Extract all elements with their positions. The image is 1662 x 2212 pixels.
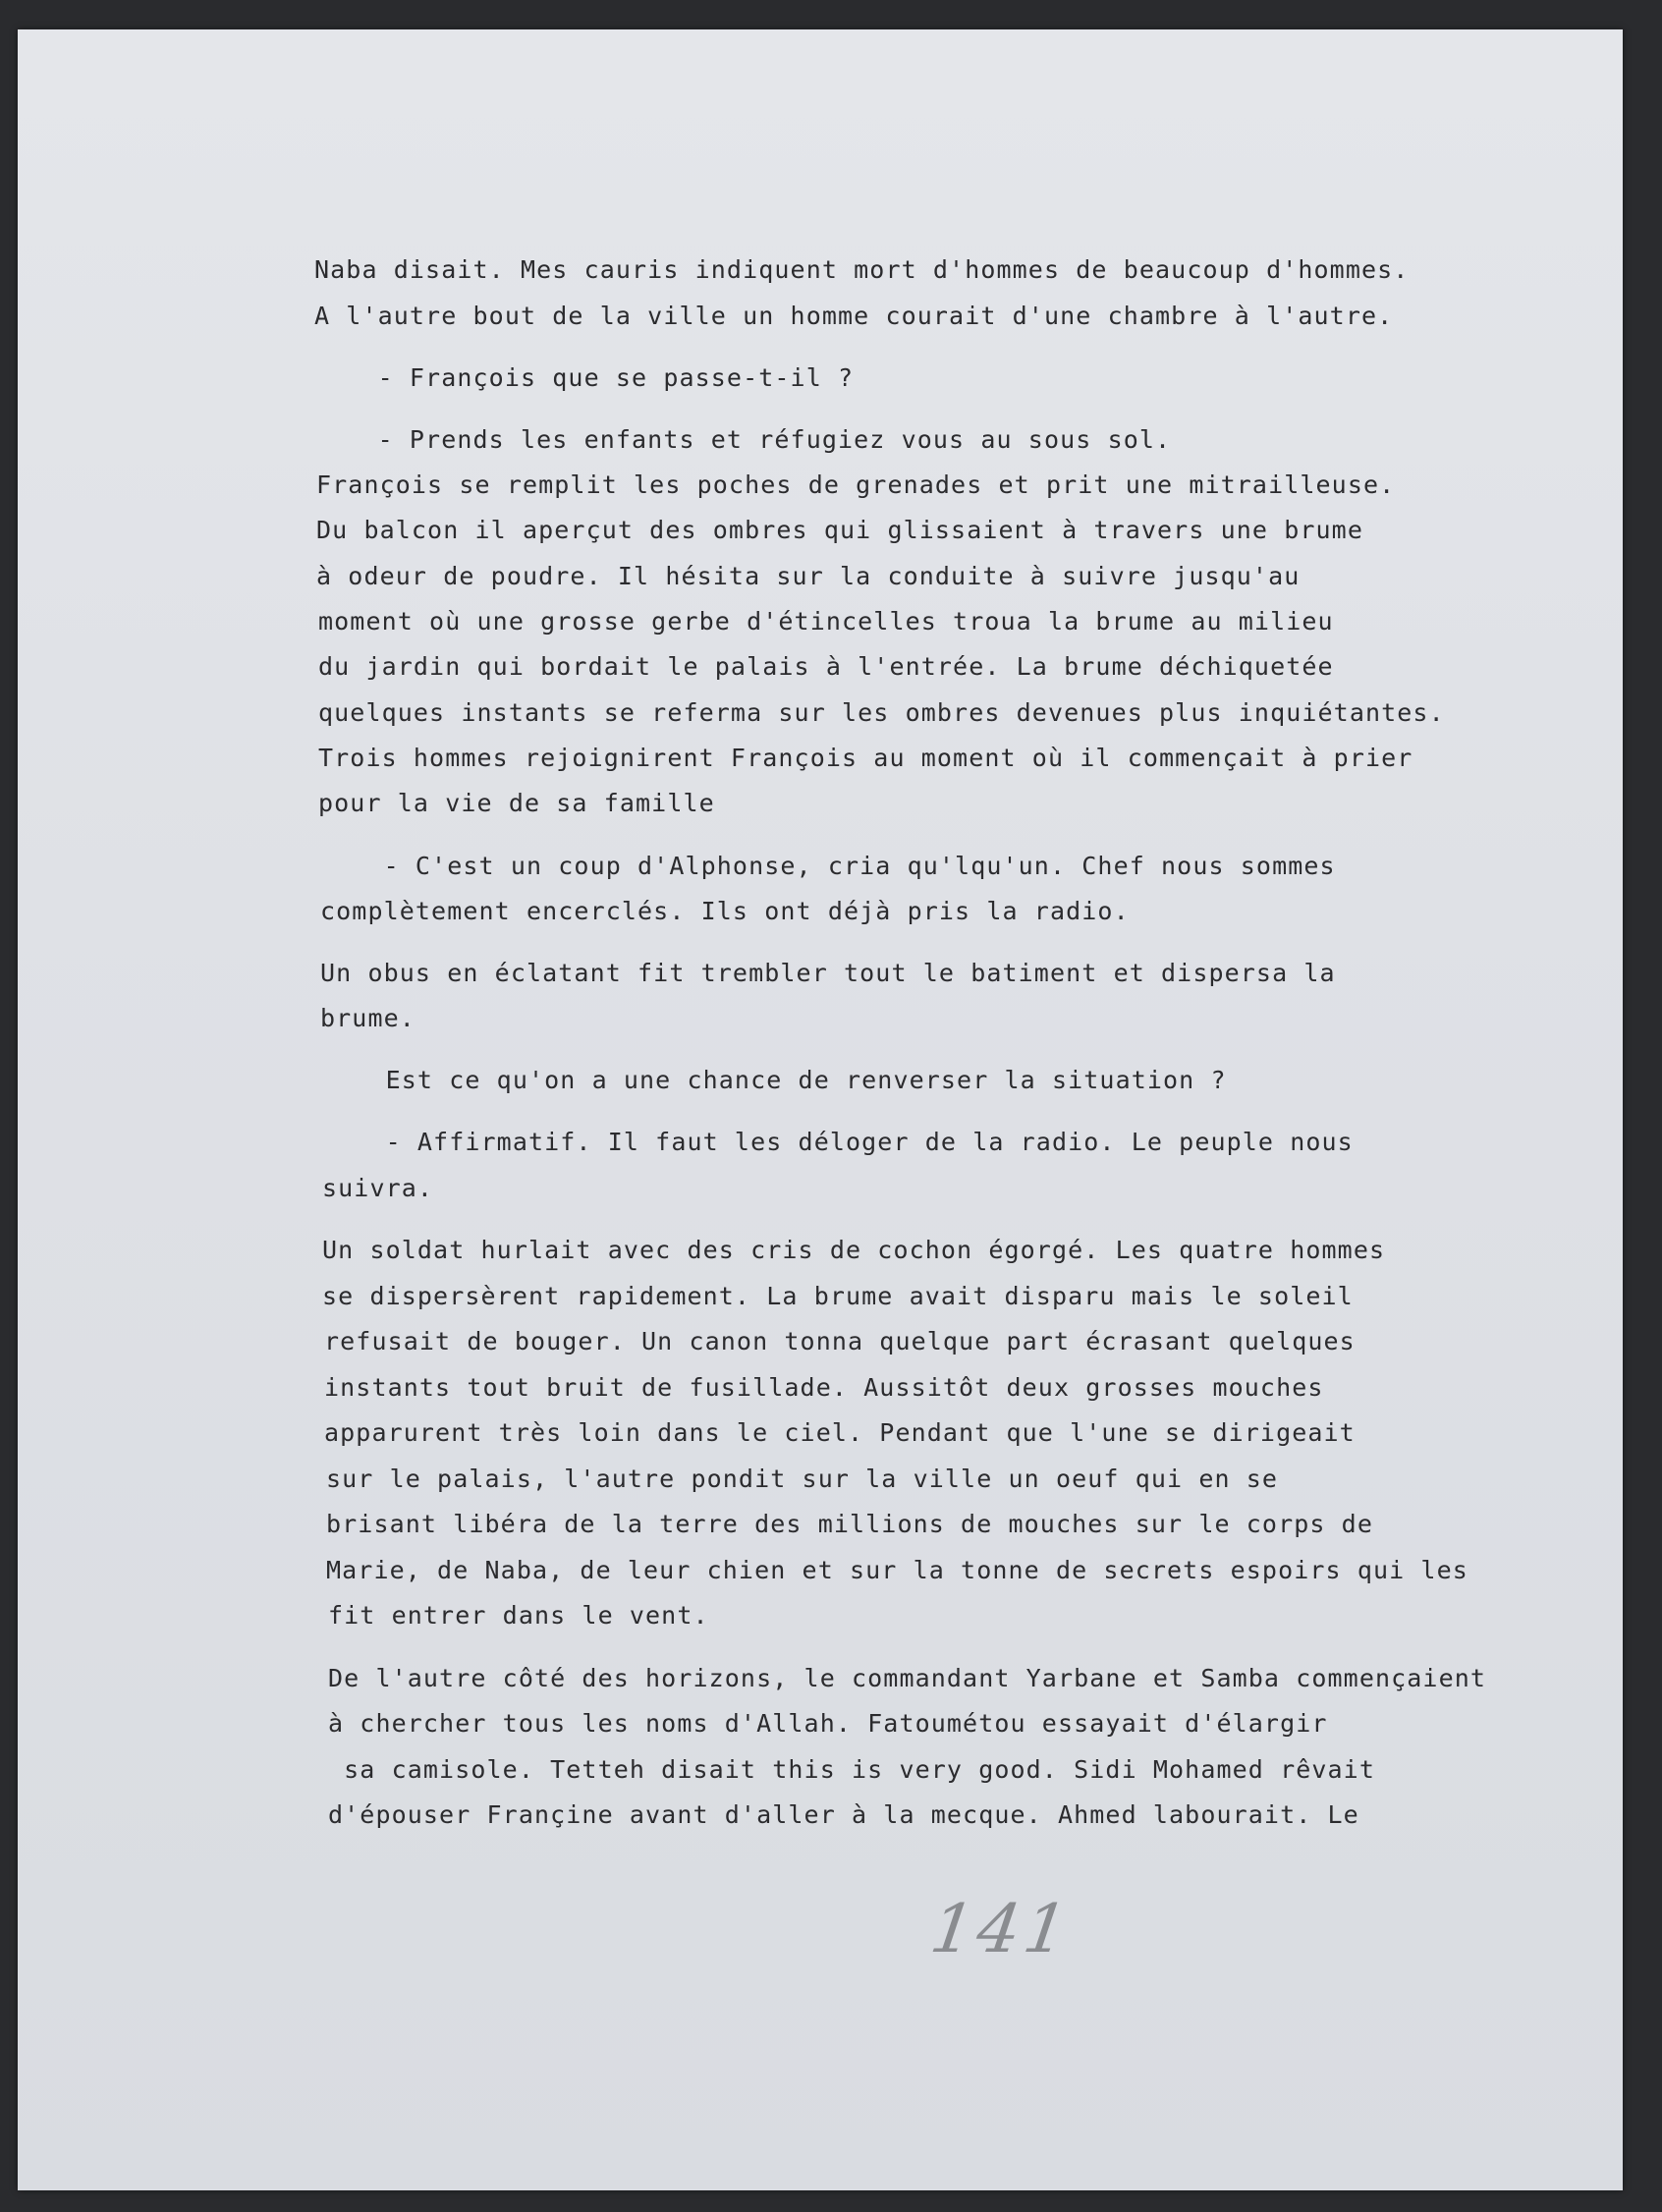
text-line: instants tout bruit de fusillade. Aussitôt deux grosses mouches — [324, 1373, 1324, 1402]
text-line: se dispersèrent rapidement. La brume avait disparu mais le soleil — [322, 1282, 1354, 1310]
text-line: A l'autre bout de la ville un homme courait d'une chambre à l'autre. — [314, 302, 1394, 330]
text-line: Est ce qu'on a une chance de renverser la situation ? — [322, 1066, 1227, 1094]
text-line: d'épouser Françine avant d'aller à la mecque. Ahmed labourait. Le — [328, 1800, 1359, 1829]
text-line: brisant libéra de la terre des millions de mouches sur le corps de — [326, 1510, 1373, 1538]
text-line: Marie, de Naba, de leur chien et sur la tonne de secrets espoirs qui les — [326, 1556, 1468, 1584]
text-line: - Affirmatif. Il faut les déloger de la radio. Le peuple nous — [322, 1128, 1354, 1156]
text-line: - Prends les enfants et réfugiez vous au sous sol. — [314, 425, 1172, 454]
text-line: sa camisole. Tetteh disait this is very good. Sidi Mohamed rêvait — [328, 1755, 1375, 1784]
text-line: à odeur de poudre. Il hésita sur la conduite à suivre jusqu'au — [316, 562, 1301, 590]
text-line: quelques instants se referma sur les ombres devenues plus inquiétantes. — [318, 698, 1445, 727]
text-line: - C'est un coup d'Alphonse, cria qu'lqu'un. Chef nous sommes — [320, 852, 1336, 880]
text-line: - François que se passe-t-il ? — [314, 363, 855, 392]
text-line: Naba disait. Mes cauris indiquent mort d'hommes de beaucoup d'hommes. — [314, 255, 1410, 284]
text-line: moment où une grosse gerbe d'étincelles troua la brume au milieu — [318, 607, 1334, 636]
text-line: François se remplit les poches de grenades et prit une mitrailleuse. — [316, 470, 1396, 499]
text-line: suivra. — [322, 1174, 434, 1202]
text-line: fit entrer dans le vent. — [328, 1601, 709, 1630]
text-line: Trois hommes rejoignirent François au moment où il commençait à prier — [318, 744, 1413, 772]
typewritten-page — [18, 29, 1623, 2190]
text-line: De l'autre côté des horizons, le commandant Yarbane et Samba commençaient — [328, 1664, 1487, 1692]
text-line: Un obus en éclatant fit trembler tout le batiment et dispersa la — [320, 959, 1336, 987]
text-line: refusait de bouger. Un canon tonna quelque part écrasant quelques — [324, 1327, 1356, 1355]
text-line: pour la vie de sa famille — [318, 789, 715, 817]
text-line: brume. — [320, 1004, 416, 1032]
text-line: complètement encerclés. Ils ont déjà pris la radio. — [320, 897, 1130, 925]
handwritten-page-number: 141 — [925, 1891, 1077, 1968]
text-line: Du balcon il aperçut des ombres qui glissaient à travers une brume — [316, 516, 1363, 544]
text-line: sur le palais, l'autre pondit sur la ville un oeuf qui en se — [326, 1465, 1279, 1493]
text-line: du jardin qui bordait le palais à l'entrée. La brume déchiquetée — [318, 652, 1334, 681]
text-line: Un soldat hurlait avec des cris de cochon égorgé. Les quatre hommes — [322, 1236, 1386, 1264]
text-line: à chercher tous les noms d'Allah. Fatoumétou essayait d'élargir — [328, 1709, 1328, 1738]
text-line: apparurent très loin dans le ciel. Pendant que l'une se dirigeait — [324, 1418, 1356, 1447]
